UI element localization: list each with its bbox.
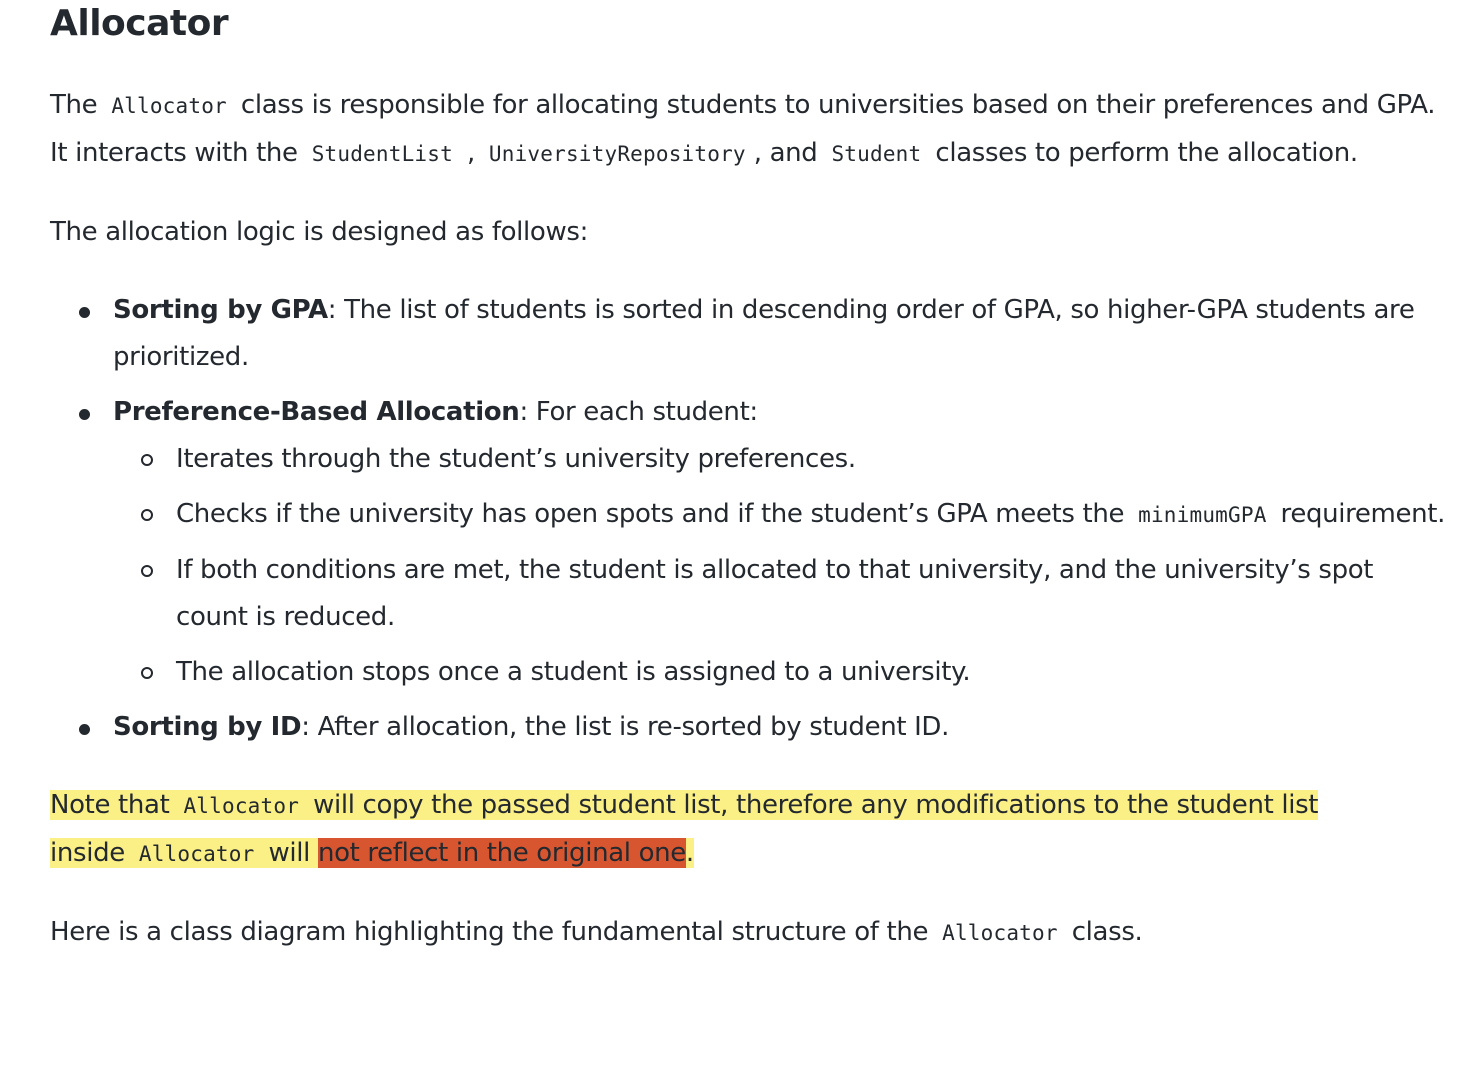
- closing-paragraph: [50, 909, 1450, 957]
- sub-item-text: requirement.: [1280, 499, 1446, 529]
- code-allocator: Allocator: [942, 921, 1058, 945]
- intro-text: The: [50, 90, 98, 120]
- code-student: Student: [831, 142, 922, 166]
- note-text: Note that: [50, 790, 170, 820]
- closing-text: Here is a class diagram highlighting the fundamental structure of the: [50, 917, 929, 947]
- note-text: will: [268, 838, 311, 868]
- allocation-steps-list: [50, 287, 1450, 751]
- preference-steps-list: [113, 436, 1450, 696]
- code-allocator: Allocator: [183, 794, 300, 818]
- item-label: Sorting by GPA: [113, 295, 328, 325]
- sub-list-item: The allocation stops once a student is assigned to a university.: [176, 649, 1450, 696]
- item-label: Sorting by ID: [113, 712, 302, 742]
- intro-text: class is responsible for allocating students to universities based on their preferences and GPA. It interacts with the: [50, 90, 1436, 168]
- code-universityrepository: UniversityRepository: [488, 142, 746, 166]
- code-studentlist: StudentList: [311, 142, 453, 166]
- closing-text: class.: [1071, 917, 1143, 947]
- note-text: .: [685, 838, 694, 868]
- list-item-sorting-id: [113, 704, 1450, 751]
- code-minimumgpa: minimumGPA: [1138, 503, 1267, 527]
- logic-intro: The allocation logic is designed as follows:: [50, 217, 589, 247]
- section-heading: Allocator: [50, 3, 229, 44]
- item-label: Preference-Based Allocation: [113, 397, 520, 427]
- list-item-sorting-gpa: [113, 287, 1450, 381]
- note-text: will copy the passed student list, therefore any modifications to the student list inside: [50, 790, 1319, 868]
- item-text: : After allocation, the list is re-sorted by student ID.: [301, 712, 950, 742]
- sub-list-item: Iterates through the student’s university preferences.: [176, 436, 1450, 483]
- item-text: : The list of students is sorted in descending order of GPA, so higher-GPA students are prioritized.: [113, 295, 1415, 372]
- document: [50, 0, 1450, 957]
- highlighted-note: [50, 782, 1410, 878]
- intro-text: ,: [466, 138, 475, 168]
- code-allocator: Allocator: [111, 94, 227, 118]
- sub-item-text: Checks if the university has open spots and if the student’s GPA meets the: [176, 499, 1125, 529]
- intro-paragraph: [50, 82, 1450, 178]
- item-text: : For each student:: [519, 397, 758, 427]
- code-allocator: Allocator: [138, 842, 255, 866]
- note-highlight: [50, 790, 1318, 868]
- intro-text: , and: [753, 138, 818, 168]
- sub-list-item: [176, 491, 1450, 539]
- sub-list-item: If both conditions are met, the student is allocated to that university, and the university’s spot count is reduced.: [176, 547, 1450, 641]
- list-item-preference-allocation: [113, 389, 1450, 696]
- intro-text: classes to perform the allocation.: [935, 138, 1358, 168]
- red-highlight: not reflect in the original one: [317, 838, 686, 868]
